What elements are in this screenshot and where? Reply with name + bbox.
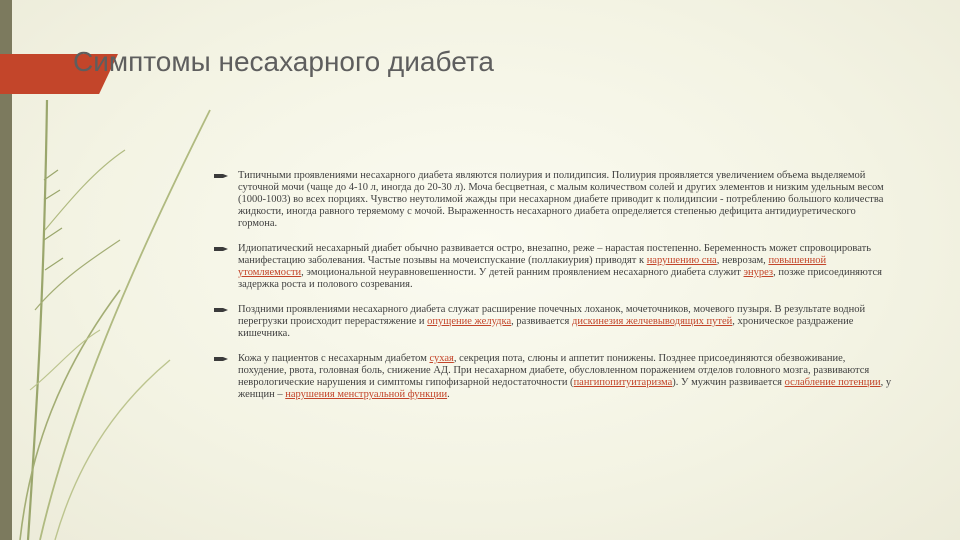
- text-run: , позже присоединяются задержка роста и полового созревания.: [238, 267, 882, 290]
- pencil-icon: [214, 244, 228, 254]
- list-item: [212, 304, 892, 340]
- paragraph-text: [238, 243, 882, 290]
- paragraph-text: [238, 353, 891, 400]
- text-run: , хроническое раздражение кишечника.: [238, 316, 854, 339]
- text-run: Поздними проявлениями несахарного диабета служат расширение почечных лоханок, мочеточников, мочевого пузыря. В результате водной перегрузки происходит перерастяжение и: [238, 304, 866, 327]
- inline-link[interactable]: пангипопитуитаризма: [573, 377, 673, 388]
- text-run: , развивается: [511, 316, 572, 327]
- text-run: Идиопатический несахарный диабет обычно развивается остро, внезапно, реже – нарастая постепенно. Беременность может спровоцировать манифестацию заболевания. Частые позывы на мочеиспускание (поллакиурия) приводят к: [238, 243, 872, 266]
- inline-link[interactable]: повышенной утомляемости: [238, 255, 827, 278]
- pencil-icon: [214, 354, 228, 364]
- text-run: .: [447, 389, 450, 400]
- inline-link[interactable]: нарушения менструальной функции: [285, 389, 448, 400]
- text-run: , неврозам,: [716, 255, 769, 266]
- pencil-icon: [214, 171, 228, 181]
- text-run: , секреция пота, слюны и аппетит понижены. Позднее присоединяются обезвоживание, похудение, рвота, головная боль, снижение АД. При несахарном диабете, обусловленном поражением отделов головного мозга, развиваются неврологические нарушения и симптомы гипофизарной недостаточности (: [238, 353, 870, 388]
- list-item: [212, 353, 892, 401]
- text-run: ). У мужчин развивается: [672, 377, 785, 388]
- grass-decoration: [0, 90, 240, 540]
- slide-title: Симптомы несахарного диабета: [73, 46, 494, 77]
- inline-link[interactable]: дискинезия желчевыводящих путей: [571, 316, 733, 327]
- paragraph-text: [238, 170, 884, 229]
- bullet-list: [212, 170, 892, 414]
- inline-link[interactable]: опущение желудка: [427, 316, 512, 327]
- inline-link[interactable]: ослабление потенции: [784, 377, 881, 388]
- inline-link[interactable]: нарушению сна: [646, 255, 717, 266]
- text-run: , у женщин –: [238, 377, 892, 400]
- paragraph-text: [238, 304, 865, 339]
- text-run: Кожа у пациентов с несахарным диабетом: [238, 353, 430, 364]
- list-item: [212, 170, 892, 230]
- list-item: [212, 243, 892, 291]
- text-run: Типичными проявлениями несахарного диабета являются полиурия и полидипсия. Полиурия проявляется увеличением объема выделяемой суточной мочи (чаще до 4-10 л, иногда до 20-30 л). Моча бесцветная, с малым количеством солей и других элементов и низким удельным весом (1000-1003) во всех порциях. Чувство неутолимой жажды при несахарном диабете приводит к полидипсии - потреблению большого количества жидкости, иногда равного теряемому с мочой. Выраженность несахарного диабета определяется степенью дефицита антидиуретического гормона.: [238, 170, 884, 229]
- inline-link[interactable]: энурез: [743, 267, 774, 278]
- pencil-icon: [214, 305, 228, 315]
- inline-link[interactable]: сухая: [429, 353, 454, 364]
- text-run: , эмоциональной неуравновешенности. У детей ранним проявлением несахарного диабета служит: [301, 267, 744, 278]
